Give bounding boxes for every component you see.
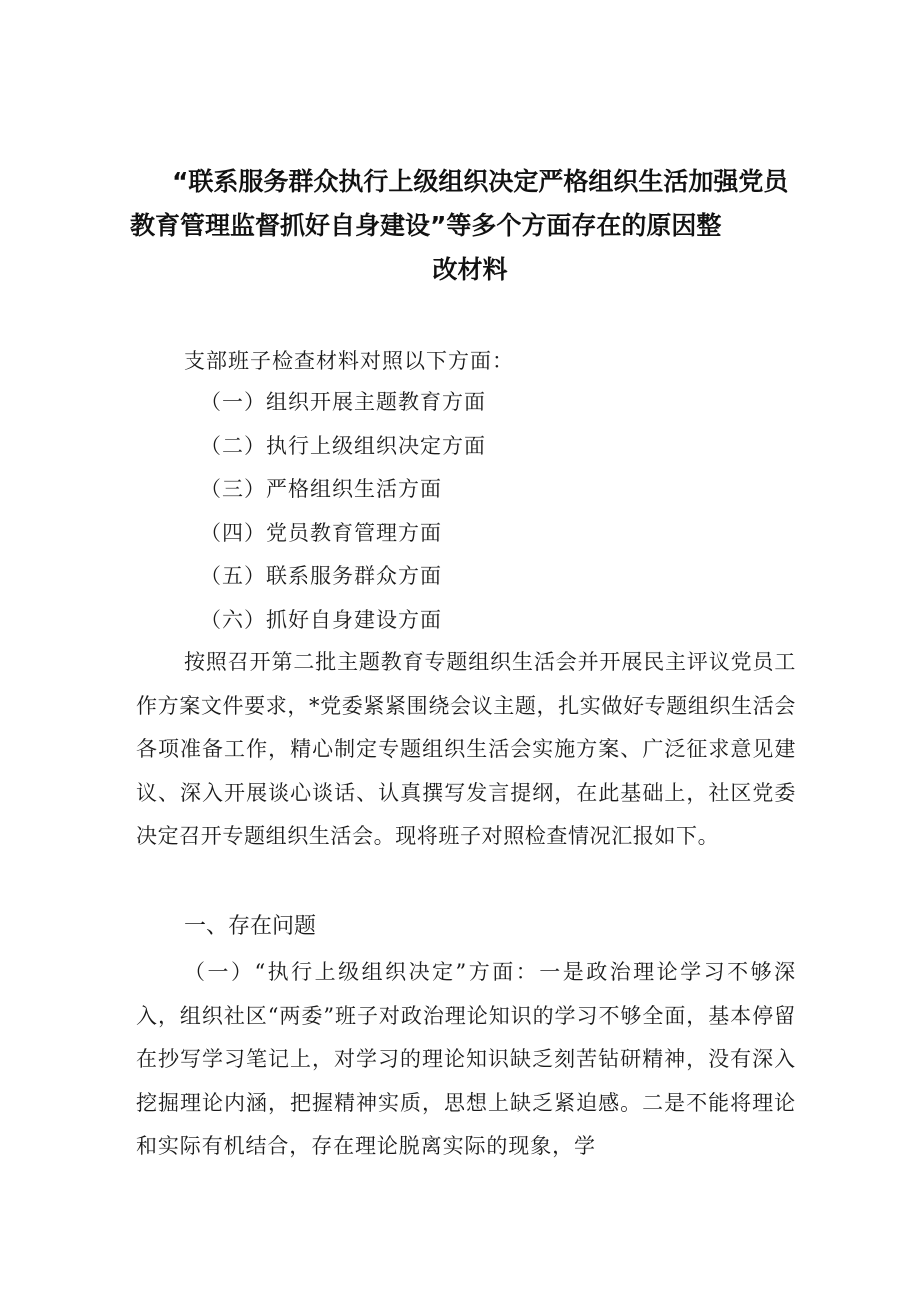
title-line-3: 改材料	[432, 255, 508, 284]
title-line-2: 教育管理监督抓好自身建设”等多个方面存在的原因整	[130, 211, 722, 240]
document-title	[130, 160, 810, 292]
body-paragraph-1: 按照召开第二批主题教育专题组织生活会并开展民主评议党员工作方案文件要求，*党委紧紧围绕会议主题，扎实做好专题组织生活会各项准备工作，精心制定专题组织生活会实施方案、广泛征求意见建议、深入开展谈心谈话、认真撰写发言提纲，在此基础上，社区党委决定召开专题组织生活会。现将班子对照检查情况汇报如下。	[136, 650, 796, 848]
aspect-list	[200, 381, 486, 642]
list-item: （二）执行上级组织决定方面	[200, 433, 486, 458]
list-item: （四）党员教育管理方面	[200, 520, 442, 545]
list-item: （三）严格组织生活方面	[200, 477, 442, 501]
body-paragraph-2: （一）“执行上级组织决定”方面：一是政治理论学习不够深入，组织社区“两委”班子对政治理论知识的学习不够全面，基本停留在抄写学习笔记上，对学习的理论知识缺乏刻苦钻研精神，没有深入挖掘理论内涵，把握精神实质，思想上缺乏紧迫感。二是不能将理论和实际有机结合，存在理论脱离实际的现象，学	[136, 960, 796, 1158]
list-item: （五）联系服务群众方面	[200, 564, 442, 588]
title-line-1: “联系服务群众执行上级组织决定严格组织生活加强党员	[172, 167, 789, 196]
section-heading: 一、存在问题	[184, 914, 317, 939]
intro-text: 支部班子检查材料对照以下方面：	[184, 349, 514, 373]
list-item: （六）抓好自身建设方面	[200, 607, 442, 632]
list-item: （一）组织开展主题教育方面	[200, 390, 486, 414]
